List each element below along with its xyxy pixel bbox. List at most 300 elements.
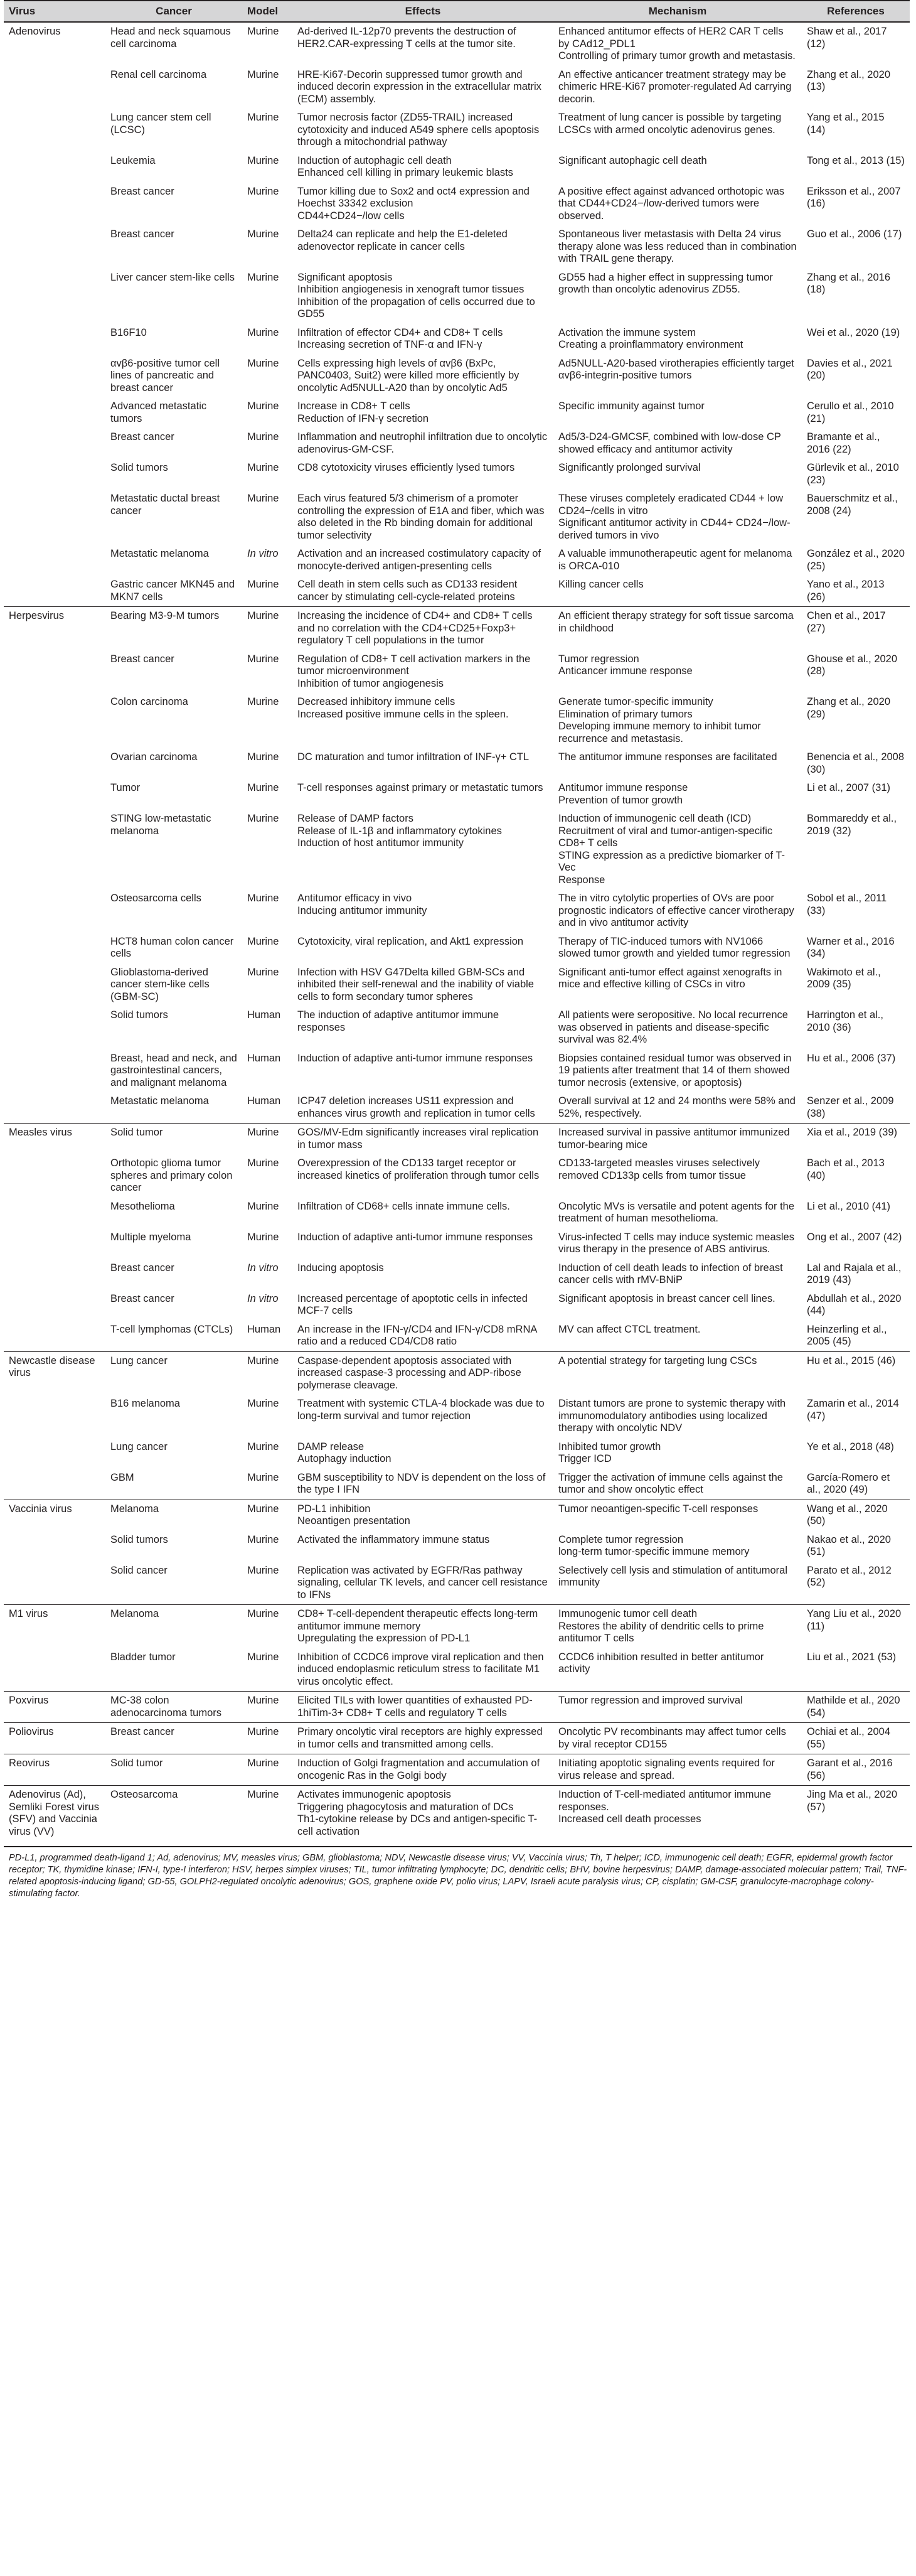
cancer-cell: Breast cancer <box>110 1262 174 1274</box>
mechanism-cell: Induction of T-cell-mediated antitumor immune responses. Increased cell death processes <box>553 1786 802 1842</box>
mechanism-cell: Ad5/3-D24-GMCSF, combined with low-dose CP showed efficacy and antitumor activity <box>558 431 781 455</box>
mechanism-cell: Tumor regression and improved survival <box>553 1692 802 1723</box>
virus-cell <box>4 779 105 810</box>
cancer-cell: STING low-metastatic melanoma <box>110 813 211 837</box>
table-row <box>4 1469 910 1500</box>
virus-cell <box>4 1469 105 1500</box>
table-row <box>4 650 910 694</box>
effects-cell: T-cell responses against primary or metastatic tumors <box>297 782 543 793</box>
reference-cell: Warner et al., 2016 (34) <box>807 935 895 959</box>
virus-cell <box>4 1290 105 1321</box>
virus-cell <box>4 428 105 459</box>
model-cell: Murine <box>247 1157 279 1169</box>
effects-cell: Activates immunogenic apoptosis Triggering phagocytosis and maturation of DCs Th1-cytokine release by DCs and antigen-specific T-cell activation <box>292 1786 553 1842</box>
effects-cell: Cytotoxicity, viral replication, and Akt1 expression <box>297 935 524 947</box>
reference-cell: Yang Liu et al., 2020 (11) <box>802 1605 910 1648</box>
virus-cell <box>4 963 105 1007</box>
model-cell: Murine <box>247 185 279 197</box>
cancer-cell: Tumor <box>110 782 141 793</box>
cancer-cell: B16 melanoma <box>110 1398 180 1409</box>
model-cell: Murine <box>247 1471 279 1483</box>
reference-cell: Nakao et al., 2020 (51) <box>807 1533 891 1557</box>
virus-cell <box>4 1562 105 1605</box>
model-cell: Human <box>247 1095 281 1107</box>
cancer-cell: Breast cancer <box>110 1292 174 1304</box>
virus-cell <box>4 324 105 355</box>
table-row <box>4 889 910 933</box>
table-row <box>4 933 910 963</box>
mechanism-cell: CD133-targeted measles viruses selectively removed CD133p cells from tumor tissue <box>558 1157 760 1181</box>
table-row <box>4 1006 910 1049</box>
mechanism-cell: Killing cancer cells <box>558 579 644 590</box>
model-cell: Murine <box>247 966 279 978</box>
reference-cell: Ong et al., 2007 (42) <box>807 1231 902 1243</box>
reference-cell: Jing Ma et al., 2020 (57) <box>802 1786 910 1842</box>
cancer-cell: MC-38 colon adenocarcinoma tumors <box>105 1692 242 1723</box>
effects-cell: Regulation of CD8+ T cell activation markers in the tumor microenvironment Inhibition of tumor angiogenesis <box>297 653 531 689</box>
mechanism-cell: Treatment of lung cancer is possible by targeting LCSCs with armed oncolytic adenovirus genes. <box>558 112 782 136</box>
model-cell: In vitro <box>247 1292 279 1304</box>
reference-cell: Bauerschmitz et al., 2008 (24) <box>807 493 898 517</box>
mechanism-cell: Induction of cell death leads to infection of breast cancer cells with rMV-BNiP <box>558 1262 783 1285</box>
virus-cell: Vaccinia virus <box>4 1500 105 1531</box>
cancer-cell: Solid tumors <box>110 1533 168 1545</box>
table-row <box>4 109 910 152</box>
model-cell: Murine <box>247 68 279 80</box>
mechanism-cell: Oncolytic MVs is versatile and potent agents for the treatment of human mesothelioma. <box>558 1200 795 1224</box>
cancer-cell: Bearing M3-9-M tumors <box>105 607 242 650</box>
reference-cell: Chen et al., 2017 (27) <box>802 607 910 650</box>
mechanism-cell: Tumor regression Anticancer immune response <box>558 653 693 677</box>
mechanism-cell: Selectively cell lysis and stimulation of antitumoral immunity <box>558 1564 787 1588</box>
mechanism-cell: Significant autophagic cell death <box>558 154 707 166</box>
effects-cell: Infiltration of CD68+ cells innate immune cells. <box>297 1200 510 1212</box>
cancer-cell: Leukemia <box>110 154 156 166</box>
virus-cell: Adenovirus (Ad), Semliki Forest virus (SFV) and Vaccinia virus (VV) <box>4 1786 105 1842</box>
table-row <box>4 607 910 650</box>
effects-cell: Infection with HSV G47Delta killed GBM-SCs and inhibited their self-renewal and the inability of viable cells to form secondary tumor spheres <box>297 966 534 1002</box>
virus-cell <box>4 1321 105 1352</box>
cancer-cell: B16F10 <box>110 326 147 338</box>
cancer-cell: Solid tumors <box>110 1009 168 1021</box>
mechanism-cell: A positive effect against advanced orthotopic was that CD44+CD24−/low-derived tumors were observed. <box>558 185 785 222</box>
virus-cell <box>4 1228 105 1259</box>
header-row <box>4 1 910 22</box>
virus-cell <box>4 490 105 545</box>
model-cell: Murine <box>247 579 279 590</box>
virus-cell <box>4 810 105 889</box>
mechanism-cell: Enhanced antitumor effects of HER2 CAR T cells by CAd12_PDL1 Controlling of primary tumor growth and metastasis. <box>553 22 802 66</box>
cancer-cell: Ovarian carcinoma <box>110 751 198 763</box>
reference-cell: Senzer et al., 2009 (38) <box>807 1095 894 1119</box>
model-cell: Murine <box>247 1441 279 1452</box>
table-row <box>4 355 910 398</box>
table-row <box>4 1321 910 1352</box>
virus-cell <box>4 66 105 109</box>
virus-cell <box>4 1198 105 1228</box>
cancer-cell: Bladder tumor <box>110 1651 176 1663</box>
table-row <box>4 1124 910 1155</box>
effects-cell: Antitumor efficacy in vivo Inducing antitumor immunity <box>297 893 427 916</box>
table-row <box>4 66 910 109</box>
header-effects: Effects <box>292 1 553 22</box>
table-row <box>4 428 910 459</box>
virus-cell <box>4 397 105 428</box>
mechanism-cell: MV can affect CTCL treatment. <box>558 1323 701 1335</box>
mechanism-cell: The antitumor immune responses are facilitated <box>558 751 777 763</box>
model-cell: Murine <box>247 813 279 824</box>
table-row <box>4 1259 910 1290</box>
cancer-cell: Solid tumor <box>105 1124 242 1155</box>
cancer-cell: αvβ6-positive tumor cell lines of pancreatic and breast cancer <box>110 357 220 394</box>
model-cell: Murine <box>247 271 279 283</box>
reference-cell: Wang et al., 2020 (50) <box>802 1500 910 1531</box>
virus-cell <box>4 889 105 933</box>
mechanism-cell: Therapy of TIC-induced tumors with NV1066 slowed tumor growth and yielded tumor regression <box>558 935 791 959</box>
effects-cell: Tumor necrosis factor (ZD55-TRAIL) increased cytotoxicity and induced A549 sphere cells apoptosis through a mitochondrial pathway <box>297 112 540 148</box>
cancer-cell: Solid tumor <box>105 1754 242 1786</box>
effects-cell: Inhibition of CCDC6 improve viral replication and then induced endoplasmic reticulum stress to facilitate M1 virus oncolytic effect. <box>297 1651 544 1687</box>
virus-cell <box>4 650 105 694</box>
model-cell: Murine <box>247 782 279 793</box>
virus-cell: Measles virus <box>4 1124 105 1155</box>
effects-cell: Decreased inhibitory immune cells Increased positive immune cells in the spleen. <box>297 696 509 720</box>
mechanism-cell: An effective anticancer treatment strategy may be chimeric HRE-Ki67 promoter-regulated Ad carrying decorin. <box>558 68 792 105</box>
reference-cell: Wakimoto et al., 2009 (35) <box>807 966 881 990</box>
reference-cell: Wei et al., 2020 (19) <box>807 326 900 338</box>
effects-cell: Overexpression of the CD133 target receptor or increased kinetics of proliferation through tumor cells <box>297 1157 540 1181</box>
effects-cell: Treatment with systemic CTLA-4 blockade was due to long-term survival and tumor rejection <box>297 1398 545 1422</box>
model-cell: Murine <box>242 607 292 650</box>
mechanism-cell: CCDC6 inhibition resulted in better antitumor activity <box>558 1651 764 1675</box>
mechanism-cell: Activation the immune system Creating a proinflammatory environment <box>558 326 743 350</box>
effects-cell: Induction of adaptive anti-tumor immune responses <box>297 1052 533 1064</box>
cancer-cell: Metastatic melanoma <box>110 1095 209 1107</box>
table-row <box>4 963 910 1007</box>
table-row <box>4 1500 910 1531</box>
effects-cell: Ad-derived IL-12p70 prevents the destruction of HER2.CAR-expressing T cells at the tumor site. <box>292 22 553 66</box>
model-cell: Murine <box>247 1564 279 1576</box>
table-row <box>4 1723 910 1754</box>
oncolytic-virus-table <box>4 0 910 1841</box>
mechanism-cell: Overall survival at 12 and 24 months were 58% and 52%, respectively. <box>558 1095 796 1119</box>
virus-cell <box>4 1049 105 1093</box>
virus-cell <box>4 269 105 324</box>
reference-cell: Xia et al., 2019 (39) <box>802 1124 910 1155</box>
cancer-cell: Gastric cancer MKN45 and MKN7 cells <box>110 579 235 603</box>
virus-cell <box>4 693 105 748</box>
virus-cell: M1 virus <box>4 1605 105 1648</box>
effects-cell: Inducing apoptosis <box>297 1262 384 1274</box>
mechanism-cell: Specific immunity against tumor <box>558 400 705 412</box>
model-cell: Murine <box>247 357 279 369</box>
table-row <box>4 397 910 428</box>
table-body <box>4 22 910 1841</box>
model-cell: In vitro <box>247 548 279 559</box>
reference-cell: González et al., 2020 (25) <box>807 548 905 572</box>
reference-cell: Bommareddy et al., 2019 (32) <box>807 813 897 837</box>
effects-cell: Tumor killing due to Sox2 and oct4 expression and Hoechst 33342 exclusion CD44+CD24−/low cells <box>297 185 530 222</box>
header-cancer: Cancer <box>105 1 242 22</box>
effects-cell: Elicited TILs with lower quantities of exhausted PD-1hiTim-3+ CD8+ T cells and regulatory T cells <box>292 1692 553 1723</box>
virus-cell <box>4 152 105 183</box>
mechanism-cell: A potential strategy for targeting lung CSCs <box>553 1351 802 1395</box>
effects-cell: Increased percentage of apoptotic cells in infected MCF-7 cells <box>297 1292 528 1316</box>
model-cell: Murine <box>242 1605 292 1648</box>
cancer-cell: HCT8 human colon cancer cells <box>110 935 234 959</box>
cancer-cell: Lung cancer <box>110 1441 168 1452</box>
cancer-cell: Mesothelioma <box>110 1200 175 1212</box>
reference-cell: Benencia et al., 2008 (30) <box>807 751 905 775</box>
virus-cell <box>4 1259 105 1290</box>
mechanism-cell: Distant tumors are prone to systemic therapy with immunomodulatory antibodies using localized therapy with oncolytic NDV <box>558 1398 786 1434</box>
table-row <box>4 810 910 889</box>
virus-cell: Reovirus <box>4 1754 105 1786</box>
mechanism-cell: GD55 had a higher effect in suppressing tumor growth than oncolytic adenovirus ZD55. <box>558 271 773 295</box>
cancer-cell: Breast cancer <box>110 185 174 197</box>
reference-cell: Li et al., 2010 (41) <box>807 1200 890 1212</box>
table-row <box>4 693 910 748</box>
virus-cell <box>4 355 105 398</box>
reference-cell: Zhang et al., 2020 (13) <box>807 68 891 92</box>
reference-cell: Harrington et al., 2010 (36) <box>807 1009 883 1033</box>
virus-cell: Newcastle disease virus <box>4 1351 105 1395</box>
virus-cell <box>4 748 105 779</box>
reference-cell: García-Romero et al., 2020 (49) <box>807 1471 890 1495</box>
mechanism-cell: Significantly prolonged survival <box>558 462 701 473</box>
cancer-cell: Liver cancer stem-like cells <box>110 271 235 283</box>
cancer-cell: Multiple myeloma <box>110 1231 191 1243</box>
virus-cell: Adenovirus <box>4 22 105 66</box>
effects-cell: Release of DAMP factors Release of IL-1β and inflammatory cytokines Induction of host antitumor immunity <box>297 813 502 849</box>
reference-cell: Yano et al., 2013 (26) <box>807 579 885 603</box>
reference-cell: Hu et al., 2015 (46) <box>802 1351 910 1395</box>
cancer-cell: Breast cancer <box>105 1723 242 1754</box>
cancer-cell: Metastatic ductal breast cancer <box>110 493 220 517</box>
virus-cell <box>4 459 105 490</box>
virus-cell <box>4 183 105 226</box>
cancer-cell: Renal cell carcinoma <box>110 68 207 80</box>
table-row <box>4 1395 910 1438</box>
model-cell: Murine <box>247 1651 279 1663</box>
model-cell: Murine <box>242 1754 292 1786</box>
table-row <box>4 1154 910 1198</box>
effects-cell: Increasing the incidence of CD4+ and CD8+ T cells and no correlation with the CD4+CD25+Foxp3+ regulatory T cell populations in the tumor <box>292 607 553 650</box>
cancer-cell: Breast cancer <box>110 431 174 443</box>
mechanism-cell: A valuable immunotherapeutic agent for melanoma is ORCA-010 <box>558 548 792 572</box>
table-row <box>4 779 910 810</box>
table-row <box>4 748 910 779</box>
cancer-cell: Breast cancer <box>110 228 174 240</box>
model-cell: Murine <box>242 22 292 66</box>
model-cell: Murine <box>247 935 279 947</box>
reference-cell: Eriksson et al., 2007 (16) <box>807 185 901 209</box>
model-cell: Murine <box>247 1200 279 1212</box>
effects-cell: DC maturation and tumor infiltration of INF-γ+ CTL <box>297 751 530 763</box>
header-model: Model <box>242 1 292 22</box>
mechanism-cell: Complete tumor regression long-term tumor-specific immune memory <box>558 1533 750 1557</box>
model-cell: Murine <box>242 1786 292 1842</box>
table-row <box>4 269 910 324</box>
virus-cell: Poliovirus <box>4 1723 105 1754</box>
table-row <box>4 545 910 576</box>
model-cell: Murine <box>247 112 279 123</box>
cancer-cell: Colon carcinoma <box>110 696 188 707</box>
effects-cell: HRE-Ki67-Decorin suppressed tumor growth and induced decorin expression in the extracellular matrix (ECM) assembly. <box>297 68 541 105</box>
virus-cell <box>4 1092 105 1124</box>
model-cell: Murine <box>247 493 279 504</box>
reference-cell: Li et al., 2007 (31) <box>807 782 890 793</box>
model-cell: Murine <box>247 893 279 904</box>
table-row <box>4 1531 910 1562</box>
table-footnote: PD-L1, programmed death-ligand 1; Ad, adenovirus; MV, measles virus; GBM, glioblastoma; NDV, Newcastle disease virus; VV, Vaccinia virus; Th, T helper; ICD, immunogenic cell death; EGFR, epidermal growth factor receptor; TK, thymidine kinase; IFN-I, type-I interferon; HSV, herpes simplex viruses; TIL, tumor infiltrating lymphocyte; DC, dendritic cells; BHV, bovine herpesvirus; DAMP, damage-associated molecular pattern; Trail, TNF-related apoptosis-inducing ligand; GD-55, GOLPH2-regulated oncolytic adenovirus; GOS, graphene oxide PV, polio virus; LAPV, Israeli acute paralysis virus; CP, cisplatin; GM-CSF, granulocyte-macrophage colony-stimulating factor. <box>4 1846 912 1900</box>
reference-cell: Mathilde et al., 2020 (54) <box>802 1692 910 1723</box>
table-row <box>4 1438 910 1469</box>
effects-cell: Cell death in stem cells such as CD133 resident cancer by stimulating cell-cycle-related proteins <box>297 579 518 603</box>
cancer-cell: GBM <box>110 1471 134 1483</box>
mechanism-cell: Significant apoptosis in breast cancer cell lines. <box>558 1292 775 1304</box>
mechanism-cell: Oncolytic PV recombinants may affect tumor cells by viral receptor CD155 <box>553 1723 802 1754</box>
mechanism-cell: Biopsies contained residual tumor was observed in 19 patients after treatment that 14 of them showed tumor necrosis (extensive, or apoptosis) <box>558 1052 792 1088</box>
cancer-cell: Solid tumors <box>110 462 168 473</box>
reference-cell: Zhang et al., 2020 (29) <box>807 696 891 720</box>
model-cell: Murine <box>247 751 279 763</box>
mechanism-cell: Initiating apoptotic signaling events required for virus release and spread. <box>553 1754 802 1786</box>
effects-cell: DAMP release Autophagy induction <box>297 1441 391 1464</box>
mechanism-cell: Immunogenic tumor cell death Restores the ability of dendritic cells to prime antitumor T cells <box>553 1605 802 1648</box>
cancer-cell: Osteosarcoma <box>105 1786 242 1842</box>
reference-cell: Ghouse et al., 2020 (28) <box>807 653 898 677</box>
reference-cell: Guo et al., 2006 (17) <box>807 228 902 240</box>
reference-cell: Ochiai et al., 2004 (55) <box>802 1723 910 1754</box>
effects-cell: Inflammation and neutrophil infiltration due to oncolytic adenovirus-GM-CSF. <box>297 431 548 455</box>
cancer-cell: Breast cancer <box>110 653 174 665</box>
effects-cell: GBM susceptibility to NDV is dependent on the loss of the type I IFN <box>297 1471 546 1495</box>
model-cell: Murine <box>242 1351 292 1395</box>
mechanism-cell: Tumor neoantigen-specific T-cell responses <box>553 1500 802 1531</box>
virus-cell <box>4 1006 105 1049</box>
cancer-cell: Lung cancer <box>105 1351 242 1395</box>
table-row <box>4 576 910 607</box>
mechanism-cell: All patients were seropositive. No local recurrence was observed in patients and disease-specific survival was 82.4% <box>558 1009 788 1045</box>
model-cell: Murine <box>247 1398 279 1409</box>
cancer-cell: Melanoma <box>105 1605 242 1648</box>
table-row <box>4 1228 910 1259</box>
model-cell: Murine <box>242 1500 292 1531</box>
reference-cell: Zhang et al., 2016 (18) <box>807 271 891 295</box>
effects-cell: Cells expressing high levels of αvβ6 (BxPc, PANC0403, Suit2) were killed more efficiently by oncolytic Ad5NULL-A20 than by oncolytic Ad5 <box>297 357 519 394</box>
cancer-cell: T-cell lymphomas (CTCLs) <box>110 1323 233 1335</box>
table-row <box>4 1092 910 1124</box>
virus-cell <box>4 225 105 269</box>
effects-cell: The induction of adaptive antitumor immune responses <box>297 1009 499 1033</box>
reference-cell: Bramante et al., 2016 (22) <box>807 431 880 455</box>
virus-cell <box>4 1395 105 1438</box>
effects-cell: Primary oncolytic viral receptors are highly expressed in tumor cells and transmitted among cells. <box>292 1723 553 1754</box>
model-cell: Murine <box>242 1124 292 1155</box>
reference-cell: Gürlevik et al., 2010 (23) <box>807 462 899 486</box>
table-row <box>4 459 910 490</box>
mechanism-cell: Significant anti-tumor effect against xenografts in mice and effective killing of CSCs in vitro <box>558 966 782 990</box>
effects-cell: Infiltration of effector CD4+ and CD8+ T cells Increasing secretion of TNF-α and IFN-γ <box>297 326 503 350</box>
reference-cell: Zamarin et al., 2014 (47) <box>807 1398 899 1422</box>
reference-cell: Garant et al., 2016 (56) <box>802 1754 910 1786</box>
mechanism-cell: An efficient therapy strategy for soft tissue sarcoma in childhood <box>553 607 802 650</box>
header-virus: Virus <box>4 1 105 22</box>
model-cell: Murine <box>242 1723 292 1754</box>
table-row <box>4 1351 910 1395</box>
table-row <box>4 1562 910 1605</box>
table-row <box>4 22 910 66</box>
reference-cell: Parato et al., 2012 (52) <box>807 1564 892 1588</box>
reference-cell: Abdullah et al., 2020 (44) <box>807 1292 902 1316</box>
table-row <box>4 1605 910 1648</box>
mechanism-cell: These viruses completely eradicated CD44 + low CD24−/cells in vitro Significant antitumor activity in CD44+ CD24−/low-derived tumors in vivo <box>558 493 791 541</box>
effects-cell: GOS/MV-Edm significantly increases viral replication in tumor mass <box>292 1124 553 1155</box>
model-cell: Murine <box>247 1231 279 1243</box>
table-row <box>4 1049 910 1093</box>
reference-cell: Heinzerling et al., 2005 (45) <box>807 1323 887 1347</box>
mechanism-cell: Ad5NULL-A20-based virotherapies efficiently target αvβ6-integrin-positive tumors <box>558 357 794 381</box>
cancer-cell: Advanced metastatic tumors <box>110 400 207 424</box>
table-row <box>4 183 910 226</box>
table-row <box>4 1754 910 1786</box>
mechanism-cell: Generate tumor-specific immunity Elimination of primary tumors Developing immune memory to inhibit tumor recurrence and metastasis. <box>558 696 761 744</box>
table-row <box>4 1290 910 1321</box>
mechanism-cell: Virus-infected T cells may induce systemic measles virus therapy in the presence of ABS antivirus. <box>558 1231 794 1255</box>
reference-cell: Davies et al., 2021 (20) <box>807 357 893 381</box>
virus-cell <box>4 1648 105 1692</box>
cancer-cell: Metastatic melanoma <box>110 548 209 559</box>
cancer-cell: Melanoma <box>105 1500 242 1531</box>
effects-cell: Caspase-dependent apoptosis associated with increased caspase-3 processing and ADP-ribose polymerase cleavage. <box>292 1351 553 1395</box>
virus-cell <box>4 1154 105 1198</box>
reference-cell: Tong et al., 2013 (15) <box>807 154 905 166</box>
effects-cell: Activation and an increased costimulatory capacity of monocyte-derived antigen-presenting cells <box>297 548 541 572</box>
table-row <box>4 152 910 183</box>
header-mechanism: Mechanism <box>553 1 802 22</box>
model-cell: Murine <box>247 326 279 338</box>
mechanism-cell: Trigger the activation of immune cells against the tumor and show oncolytic effect <box>558 1471 783 1495</box>
effects-cell: Increase in CD8+ T cells Reduction of IFN-γ secretion <box>297 400 429 424</box>
virus-cell <box>4 576 105 607</box>
model-cell: Murine <box>247 653 279 665</box>
table-row <box>4 1786 910 1842</box>
reference-cell: Lal and Rajala et al., 2019 (43) <box>807 1262 902 1285</box>
cancer-cell: Head and neck squamous cell carcinoma <box>105 22 242 66</box>
mechanism-cell: Spontaneous liver metastasis with Delta 24 virus therapy alone was less reduced than in combination with TRAIL gene therapy. <box>558 228 797 264</box>
reference-cell: Bach et al., 2013 (40) <box>807 1157 885 1181</box>
table-row <box>4 1198 910 1228</box>
virus-cell <box>4 545 105 576</box>
effects-cell: Induction of adaptive anti-tumor immune responses <box>297 1231 533 1243</box>
virus-cell <box>4 933 105 963</box>
model-cell: Murine <box>247 696 279 707</box>
mechanism-cell: The in vitro cytolytic properties of OVs are poor prognostic indicators of effective cancer virotherapy and in vivo antitumor activity <box>558 893 794 928</box>
cancer-cell: Solid cancer <box>110 1564 168 1576</box>
effects-cell: CD8+ T-cell-dependent therapeutic effects long-term antitumor immune memory Upregulating the expression of PD-L1 <box>292 1605 553 1648</box>
reference-cell: Sobol et al., 2011 (33) <box>807 893 887 916</box>
effects-cell: Induction of autophagic cell death Enhanced cell killing in primary leukemic blasts <box>297 154 513 178</box>
reference-cell: Ye et al., 2018 (48) <box>807 1441 894 1452</box>
cancer-cell: Osteosarcoma cells <box>110 893 201 904</box>
model-cell: Murine <box>242 1692 292 1723</box>
cancer-cell: Breast, head and neck, and gastrointestinal cancers, and malignant melanoma <box>110 1052 237 1088</box>
header-references: References <box>802 1 910 22</box>
reference-cell: Hu et al., 2006 (37) <box>807 1052 896 1064</box>
effects-cell: An increase in the IFN-γ/CD4 and IFN-γ/CD8 mRNA ratio and a reduced CD4/CD8 ratio <box>297 1323 537 1347</box>
cancer-cell: Glioblastoma-derived cancer stem-like cells (GBM-SC) <box>110 966 210 1002</box>
